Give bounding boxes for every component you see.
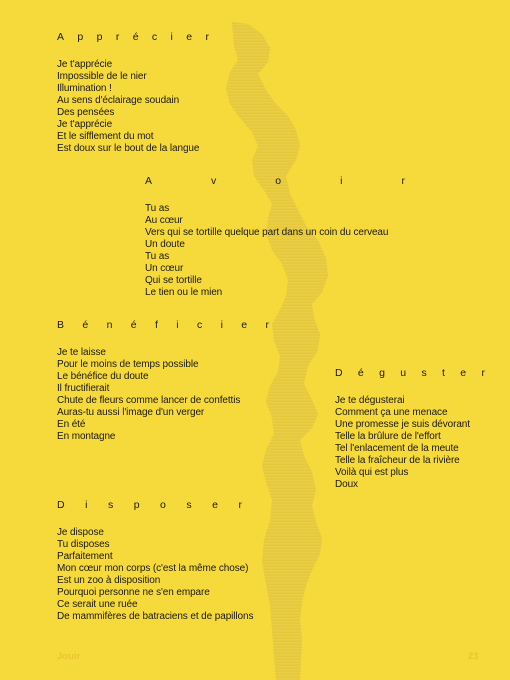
poem-line: Des pensées bbox=[57, 107, 115, 118]
poem-line: Un cœur bbox=[145, 263, 184, 274]
title-letter: i bbox=[85, 499, 88, 511]
poem-line: Tu as bbox=[145, 251, 170, 262]
poem-line: Le bénéfice du doute bbox=[57, 371, 149, 382]
title-letter: i bbox=[340, 175, 343, 187]
title-letter: é bbox=[132, 31, 139, 43]
poem-line: En montagne bbox=[57, 431, 116, 442]
title-letter: p bbox=[77, 31, 84, 43]
title-letter: o bbox=[160, 499, 166, 511]
poem-line: Telle la brûlure de l'effort bbox=[335, 431, 441, 442]
poem-line: Chute de fleurs comme lancer de confettis bbox=[57, 395, 241, 406]
poem-title bbox=[57, 31, 209, 43]
title-letter: p bbox=[96, 31, 103, 43]
title-letter: n bbox=[106, 319, 113, 331]
poem-line: Je t'apprécie bbox=[57, 59, 113, 70]
title-letter: e bbox=[212, 499, 218, 511]
page-number: 23 bbox=[468, 651, 479, 662]
poem-line: Impossible de le nier bbox=[57, 71, 147, 82]
poem-lines bbox=[335, 395, 485, 491]
poem-line: Tel l'enlacement de la meute bbox=[335, 443, 459, 454]
poem-disposer bbox=[57, 499, 253, 623]
poem-line: Qui se tortille bbox=[145, 275, 202, 286]
title-letter: B bbox=[57, 319, 65, 331]
title-letter: A bbox=[57, 31, 65, 43]
poem-line: Je t'apprécie bbox=[57, 119, 113, 130]
poem-lines bbox=[57, 527, 253, 623]
title-letter: r bbox=[265, 319, 269, 331]
title-letter: r bbox=[115, 31, 120, 43]
title-letter: D bbox=[57, 499, 65, 511]
title-letter: i bbox=[170, 31, 173, 43]
poem-line: Voilà qui est plus bbox=[335, 467, 409, 478]
title-letter: e bbox=[186, 31, 193, 43]
title-letter: t bbox=[442, 367, 445, 379]
poem-line: Pour le moins de temps possible bbox=[57, 359, 199, 370]
poem-line: Telle la fraîcheur de la rivière bbox=[335, 455, 460, 466]
poem-deguster bbox=[335, 367, 485, 491]
title-letter: i bbox=[176, 319, 179, 331]
poem-line: Pourquoi personne ne s'en empare bbox=[57, 587, 210, 598]
poem-line: Ce serait une ruée bbox=[57, 599, 138, 610]
poem-line: Et le sifflement du mot bbox=[57, 131, 154, 142]
poem-line: Je te laisse bbox=[57, 347, 106, 358]
title-letter: D bbox=[335, 367, 343, 379]
title-letter: é bbox=[82, 319, 89, 331]
poem-line: Une promesse je suis dévorant bbox=[335, 419, 470, 430]
poem-line: Vers qui se tortille quelque part dans un coin du cerveau bbox=[145, 227, 389, 238]
poem-line: En été bbox=[57, 419, 86, 430]
poem-line: Parfaitement bbox=[57, 551, 113, 562]
title-letter: r bbox=[205, 31, 209, 43]
poem-line: De mammifères de batraciens et de papillons bbox=[57, 611, 254, 622]
title-letter: r bbox=[238, 499, 242, 511]
poem-line: Tu as bbox=[145, 203, 170, 214]
title-letter: f bbox=[154, 319, 158, 331]
title-letter: s bbox=[421, 367, 427, 379]
title-letter: v bbox=[211, 175, 217, 187]
poem-line: Le tien ou le mien bbox=[145, 287, 223, 298]
title-letter: s bbox=[107, 499, 114, 511]
title-letter: i bbox=[220, 319, 223, 331]
poem-line: Au cœur bbox=[145, 215, 183, 226]
poem-title bbox=[57, 319, 269, 331]
footer-section-title: Jouir bbox=[57, 651, 81, 662]
poem-lines bbox=[57, 59, 209, 155]
title-letter: e bbox=[241, 319, 248, 331]
title-letter: g bbox=[379, 367, 385, 379]
title-letter: A bbox=[145, 175, 153, 187]
poem-title bbox=[57, 499, 242, 511]
poem-lines bbox=[57, 347, 269, 443]
poem-line: Un doute bbox=[145, 239, 185, 250]
poem-line: Comment ça une menace bbox=[335, 407, 448, 418]
poem-apprecier bbox=[57, 31, 209, 155]
poem-line: Je dispose bbox=[57, 527, 104, 538]
title-letter: r bbox=[401, 175, 405, 187]
title-letter: c bbox=[196, 319, 203, 331]
poem-lines bbox=[145, 203, 405, 299]
poem-line: Doux bbox=[335, 479, 358, 490]
title-letter: u bbox=[400, 367, 407, 379]
poem-line: Auras-tu aussi l'image d'un verger bbox=[57, 407, 205, 418]
poem-line: Mon cœur mon corps (c'est la même chose) bbox=[57, 563, 249, 574]
poem-line: Au sens d'éclairage soudain bbox=[57, 95, 180, 106]
poem-line: Tu disposes bbox=[57, 539, 110, 550]
poem-line: Illumination ! bbox=[57, 83, 112, 94]
poem-title bbox=[145, 175, 405, 187]
poem-title bbox=[335, 367, 485, 379]
poem-beneficier bbox=[57, 319, 269, 443]
poem-line: Est un zoo à disposition bbox=[57, 575, 161, 586]
poem-line: Est doux sur le bout de la langue bbox=[57, 143, 200, 154]
title-letter: o bbox=[275, 175, 282, 187]
title-letter: s bbox=[186, 499, 192, 511]
poem-line: Il fructifierait bbox=[57, 383, 110, 394]
title-letter: é bbox=[130, 319, 137, 331]
poem-line: Je te dégusterai bbox=[335, 395, 405, 406]
title-letter: p bbox=[133, 499, 140, 511]
title-letter: é bbox=[357, 367, 364, 379]
title-letter: c bbox=[151, 31, 158, 43]
poem-avoir bbox=[145, 175, 405, 299]
title-letter: r bbox=[481, 367, 485, 379]
title-letter: e bbox=[460, 367, 467, 379]
